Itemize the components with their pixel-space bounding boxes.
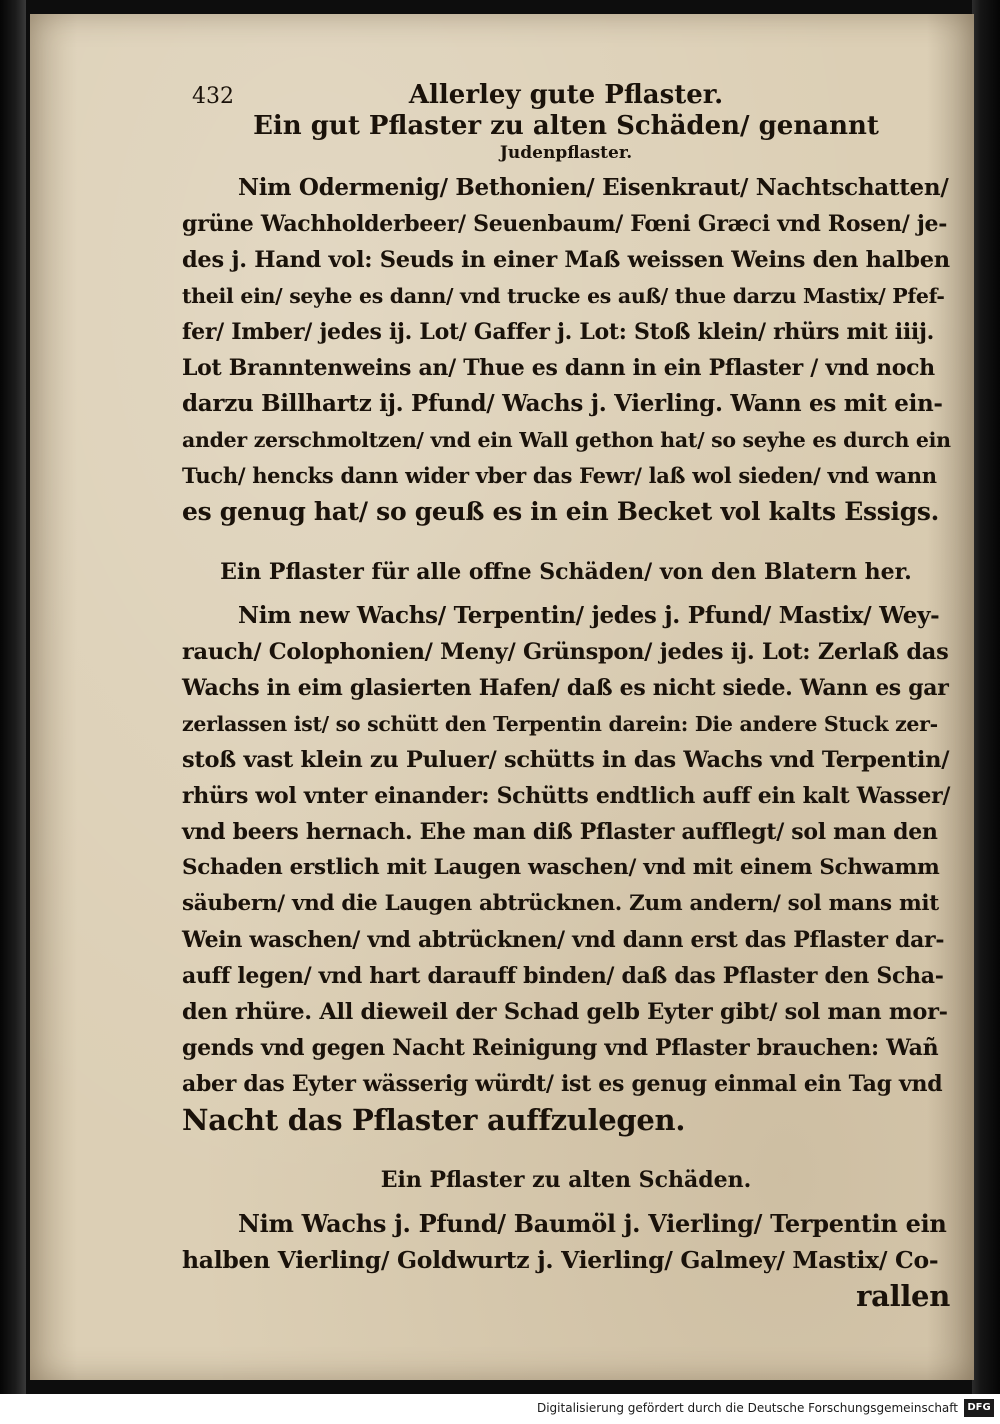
text-line: gends vnd gegen Nacht Reinigung vnd Pflaster brauchen: Wañ — [182, 1035, 939, 1061]
page-text — [182, 70, 950, 1314]
text-line: Lot Branntenweins an/ Thue es dann in ein Pflaster / vnd noch — [182, 355, 935, 381]
running-title: Allerley gute Pflaster. — [408, 80, 724, 110]
catchword: rallen — [856, 1279, 950, 1313]
recipe-section-2 — [182, 556, 950, 1138]
text-line: Schaden erstlich mit Laugen waschen/ vnd mit einem Schwamm — [182, 855, 940, 880]
page-number: 432 — [192, 84, 234, 109]
text-line: aber das Eyter wässerig würdt/ ist es genug einmal ein Tag vnd — [182, 1071, 943, 1097]
text-line: es genug hat/ so geuß es in ein Becket vol kalts Essigs. — [182, 497, 940, 526]
section-heading: Ein Pflaster zu alten Schäden. — [380, 1167, 752, 1193]
dfg-logo: DFG — [964, 1399, 994, 1417]
recipe-section-1 — [182, 110, 950, 530]
text-line: Nacht das Pflaster auffzulegen. — [182, 1103, 686, 1137]
recipe-section-3 — [182, 1164, 950, 1314]
running-head — [182, 70, 950, 110]
section-heading: Ein gut Pflaster zu alten Schäden/ genannt — [253, 111, 879, 141]
text-line: halben Vierling/ Goldwurtz j. Vierling/ Galmey/ Mastix/ Co- — [182, 1246, 939, 1274]
text-line: säubern/ vnd die Laugen abtrücknen. Zum andern/ sol mans mit — [182, 891, 939, 916]
text-line: den rhüre. All dieweil der Schad gelb Eyter gibt/ sol man mor- — [182, 999, 948, 1025]
text-line: fer/ Imber/ jedes ij. Lot/ Gaffer j. Lot: Stoß klein/ rhürs mit iiij. — [182, 319, 934, 345]
text-line: grüne Wachholderbeer/ Seuenbaum/ Fœni Græci vnd Rosen/ je- — [182, 211, 948, 237]
scan-edge-right — [972, 0, 1000, 1394]
text-line: theil ein/ seyhe es dann/ vnd trucke es auß/ thue darzu Mastix/ Pfef- — [182, 284, 945, 308]
text-line: ander zerschmoltzen/ vnd ein Wall gethon hat/ so seyhe es durch ein — [182, 428, 951, 452]
text-line: stoß vast klein zu Puluer/ schütts in das Wachs vnd Terpentin/ — [182, 747, 950, 773]
funding-notice: Digitalisierung gefördert durch die Deutsche Forschungsgemeinschaft — [536, 1401, 958, 1415]
section-heading: Ein Pflaster für alle offne Schäden/ von den Blatern her. — [220, 559, 912, 585]
text-line: des j. Hand vol: Seuds in einer Maß weissen Weins den halben — [182, 247, 950, 273]
text-line: vnd beers hernach. Ehe man diß Pflaster aufflegt/ sol man den — [182, 819, 938, 845]
section-subheading: Judenpflaster. — [499, 143, 633, 163]
text-line: Nim Wachs j. Pfund/ Baumöl j. Vierling/ Terpentin ein — [238, 1209, 947, 1238]
text-line: rauch/ Colophonien/ Meny/ Grünspon/ jedes ij. Lot: Zerlaß das — [182, 639, 949, 665]
text-line: Wachs in eim glasierten Hafen/ daß es nicht siede. Wann es gar — [182, 675, 949, 701]
text-line: Tuch/ hencks dann wider vber das Fewr/ laß wol sieden/ vnd wann — [182, 463, 937, 488]
scan-edge-left — [0, 0, 26, 1394]
text-line: Nim Odermenig/ Bethonien/ Eisenkraut/ Nachtschatten/ — [238, 174, 949, 201]
text-line: Wein waschen/ vnd abtrücknen/ vnd dann erst das Pflaster dar- — [182, 927, 945, 953]
text-line: auff legen/ vnd hart darauff binden/ daß das Pflaster den Scha- — [182, 963, 944, 989]
text-line: darzu Billhartz ij. Pfund/ Wachs j. Vierling. Wann es mit ein- — [182, 390, 943, 417]
text-line: Nim new Wachs/ Terpentin/ jedes j. Pfund/ Mastix/ Wey- — [238, 602, 940, 629]
text-line: zerlassen ist/ so schütt den Terpentin darein: Die andere Stuck zer- — [182, 712, 938, 736]
footer-bar — [0, 1394, 1000, 1424]
text-line: rhürs wol vnter einander: Schütts endtlich auff ein kalt Wasser/ — [182, 783, 951, 809]
